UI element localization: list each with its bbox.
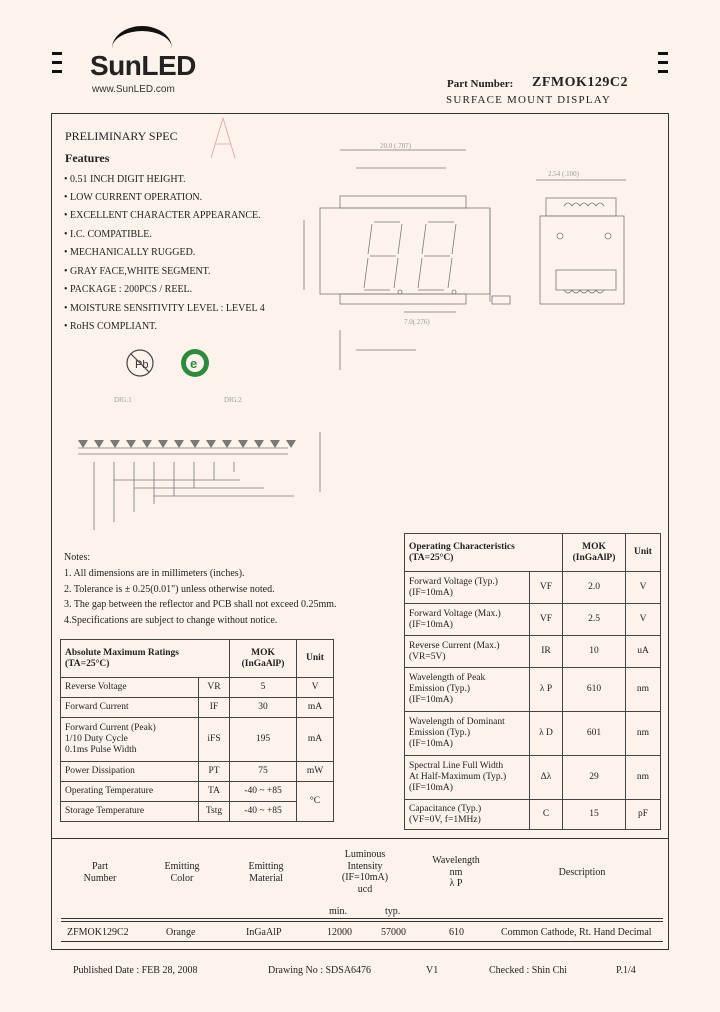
logo-mark-right	[658, 61, 668, 64]
row-wavelength: 610	[449, 927, 464, 938]
part-number-label: Part Number:	[447, 78, 514, 90]
notes-heading: Notes:	[64, 552, 91, 563]
feature-item: • LOW CURRENT OPERATION.	[64, 192, 203, 203]
checked-by: Checked : Shin Chi	[489, 965, 568, 976]
digit-label: DIG.2	[224, 396, 242, 404]
drawing-number: Drawing No : SDSA6476	[268, 965, 372, 976]
column-header-part: Part Number	[83, 861, 117, 884]
divider	[51, 838, 669, 839]
feature-item: • RoHS COMPLIANT.	[64, 321, 158, 332]
spec-title: PRELIMINARY SPEC	[65, 129, 178, 143]
table-row: Spectral Line Full Width At Half-Maximum (Typ.) (IF=10mA) Δλ 29 nm	[405, 756, 661, 800]
column-header-intensity: Luminous Intensity (IF=10mA) ucd	[341, 849, 389, 895]
table-row: Reverse Voltage VR 5 V	[61, 678, 334, 698]
digit-label: DIG.1	[114, 396, 132, 404]
row-part: ZFMOK129C2	[67, 927, 129, 938]
table-row: Forward Voltage (Max.) (IF=10mA) VF 2.5 V	[405, 604, 661, 636]
row-color: Orange	[166, 927, 196, 938]
divider	[61, 941, 663, 942]
table-row: Reverse Current (Max.) (VR=5V) IR 10 uA	[405, 636, 661, 668]
column-header-color: Emitting Color	[164, 861, 200, 884]
table-header: Absolute Maximum Ratings (TA=25°C)	[61, 640, 230, 678]
brand-url: www.SunLED.com	[92, 84, 175, 95]
published-date: Published Date : FEB 28, 2008	[73, 965, 198, 976]
logo-mark-left	[52, 52, 62, 55]
dim-label: 20.0 (.787)	[380, 142, 411, 150]
table-header: MOK (InGaAlP)	[563, 534, 626, 572]
page-number: P.1/4	[616, 965, 636, 976]
version: V1	[426, 965, 439, 976]
column-header-min: min.	[329, 906, 348, 917]
row-description: Common Cathode, Rt. Hand Decimal	[501, 927, 652, 938]
feature-item: • PACKAGE : 200PCS / REEL.	[64, 284, 193, 295]
circuit-diagram	[64, 392, 354, 542]
rohs-e-icon	[181, 349, 209, 377]
note-item: 4.Specifications are subject to change without notice.	[64, 615, 278, 626]
table-row: Storage Temperature Tstg -40 ~ +85	[61, 802, 334, 822]
feature-item: • MECHANICALLY RUGGED.	[64, 247, 196, 258]
feature-item: • I.C. COMPATIBLE.	[64, 229, 152, 240]
table-header: MOK (InGaAlP)	[230, 640, 297, 678]
feature-item: • 0.51 INCH DIGIT HEIGHT.	[64, 174, 186, 185]
table-row: Capacitance (Typ.) (VF=0V, f=1MHz) C 15 pF	[405, 800, 661, 830]
row-material: InGaAlP	[246, 927, 282, 938]
package-outline-drawing	[296, 140, 636, 380]
table-header: Unit	[626, 534, 661, 572]
feature-item: • EXCELLENT CHARACTER APPEARANCE.	[64, 210, 261, 221]
column-header-typ: typ.	[385, 906, 401, 917]
svg-text:Pb: Pb	[135, 359, 149, 371]
table-row: Forward Current IF 30 mA	[61, 698, 334, 718]
part-number: ZFMOK129C2	[532, 75, 628, 90]
svg-text:e: e	[190, 356, 198, 371]
column-header-wavelength: Wavelength nm λ P	[432, 855, 480, 889]
feature-item: • MOISTURE SENSITIVITY LEVEL : LEVEL 4	[64, 303, 265, 314]
table-row: Wavelength of Dominant Emission (Typ.) (IF=10mA) λ D 601 nm	[405, 712, 661, 756]
note-item: 2. Tolerance is ± 0.25(0.01") unless otherwise noted.	[64, 584, 275, 595]
dim-label: 7.0(.276)	[404, 318, 430, 326]
divider	[61, 918, 663, 919]
document-subtitle: SURFACE MOUNT DISPLAY	[446, 94, 611, 106]
operating-characteristics-table	[404, 533, 661, 830]
table-row: Operating Temperature TA -40 ~ +85 °C	[61, 782, 334, 802]
note-item: 3. The gap between the reflector and PCB shall not exceed 0.25mm.	[64, 599, 337, 610]
dim-label: 2.54 (.100)	[548, 170, 579, 178]
logo-mark-left	[52, 61, 62, 64]
brand-logo: SunLED	[90, 50, 196, 81]
note-item: 1. All dimensions are in millimeters (inches).	[64, 568, 245, 579]
divider	[61, 921, 663, 922]
certification-icons	[124, 347, 224, 381]
features-heading: Features	[65, 151, 110, 165]
logo-mark-left	[52, 70, 62, 73]
column-header-description: Description	[558, 867, 606, 878]
table-row: Forward Voltage (Typ.) (IF=10mA) VF 2.0 V	[405, 572, 661, 604]
row-min: 12000	[327, 927, 352, 938]
table-row: Power Dissipation PT 75 mW	[61, 762, 334, 782]
logo-mark-right	[658, 70, 668, 73]
row-typ: 57000	[381, 927, 406, 938]
absolute-max-ratings-table	[60, 639, 334, 822]
annotation-mark	[205, 114, 241, 162]
logo-mark-right	[658, 52, 668, 55]
table-row: Forward Current (Peak) 1/10 Duty Cycle 0.1ms Pulse Width iFS 195 mA	[61, 718, 334, 762]
feature-item: • GRAY FACE,WHITE SEGMENT.	[64, 266, 211, 277]
pb-free-icon	[127, 350, 153, 376]
table-header: Unit	[297, 640, 334, 678]
column-header-material: Emitting Material	[248, 861, 284, 884]
table-header: Operating Characteristics (TA=25°C)	[405, 534, 563, 572]
table-row: Wavelength of Peak Emission (Typ.) (IF=10mA) λ P 610 nm	[405, 668, 661, 712]
